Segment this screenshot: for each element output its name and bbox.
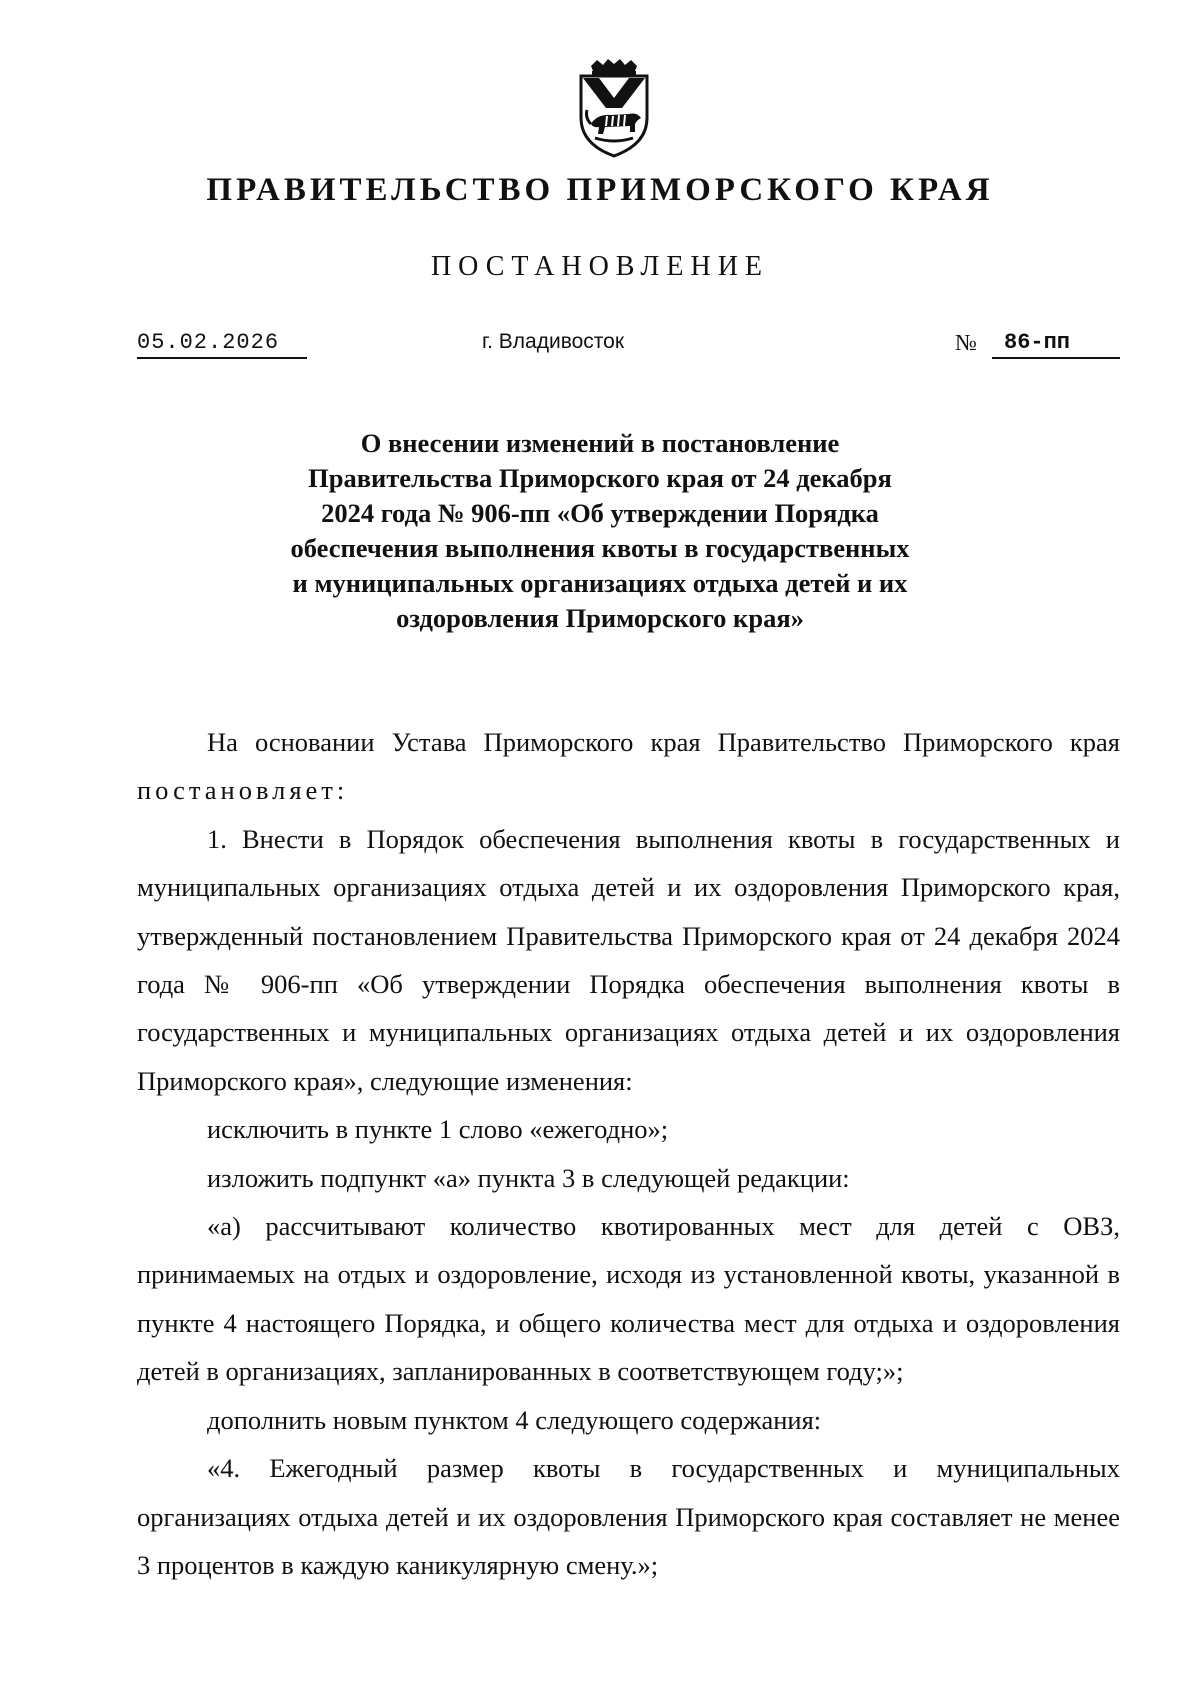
document-body <box>137 718 1120 1589</box>
document-city: г. Владивосток <box>482 330 625 353</box>
number-label: № <box>955 330 977 355</box>
amendment-restate-subpoint: изложить подпункт «а» пункта 3 в следующей редакции: <box>207 1162 850 1193</box>
paragraph-item-1: 1. Внести в Порядок обеспечения выполнения квоты в государственных и муниципальных организациях отдыха детей и их оздоровления Приморского края, утвержденный постановлением Правительства Приморского края от 24 декабря 2024 года № 906-пп «Об утверждении Порядка обеспечения выполнения квоты в государственных и муниципальных организациях отдыха детей и их оздоровления Приморского края», следующие изменения: <box>137 823 1120 1096</box>
document-type: ПОСТАНОВЛЕНИЕ <box>430 251 770 282</box>
amendment-add-point: дополнить новым пунктом 4 следующего содержания: <box>207 1404 822 1435</box>
subpoint-a-text: «а) рассчитывают количество квотированных мест для детей с ОВЗ, принимаемых на отдых и оздоровление, исходя из установленной квоты, указанной в пункте 4 настоящего Порядка, и общего количества мест для отдыха и оздоровления детей в организациях, запланированных в соответствующем году;»; <box>137 1211 1120 1387</box>
intro-text: На основании Устава Приморского края Правительство Приморского края <box>207 727 1120 757</box>
point-4-text: «4. Ежегодный размер квоты в государственных и муниципальных организациях отдыха детей и их оздоровления Приморского края составляет не менее 3 процентов в каждую каникулярную смену.»; <box>137 1453 1120 1580</box>
document-title: О внесении изменений в постановление Правительства Приморского края от 24 декабря 2024 года № 906-пп «Об утверждении Порядка обеспечения выполнения квоты в государственных и муниципальных организациях отдыха детей и их оздоровления Приморского края» <box>290 428 910 633</box>
document-number: 86-пп <box>992 330 1120 359</box>
intro-paragraph <box>137 718 1120 815</box>
amendment-exclude-word: исключить в пункте 1 слово «ежегодно»; <box>207 1114 669 1145</box>
document-meta <box>137 330 1120 370</box>
decree-word: постановляет: <box>137 775 349 806</box>
organization-name: ПРАВИТЕЛЬСТВО ПРИМОРСКОГО КРАЯ <box>206 172 994 208</box>
coat-of-arms-icon <box>577 58 651 158</box>
document-date: 05.02.2026 <box>137 330 307 359</box>
